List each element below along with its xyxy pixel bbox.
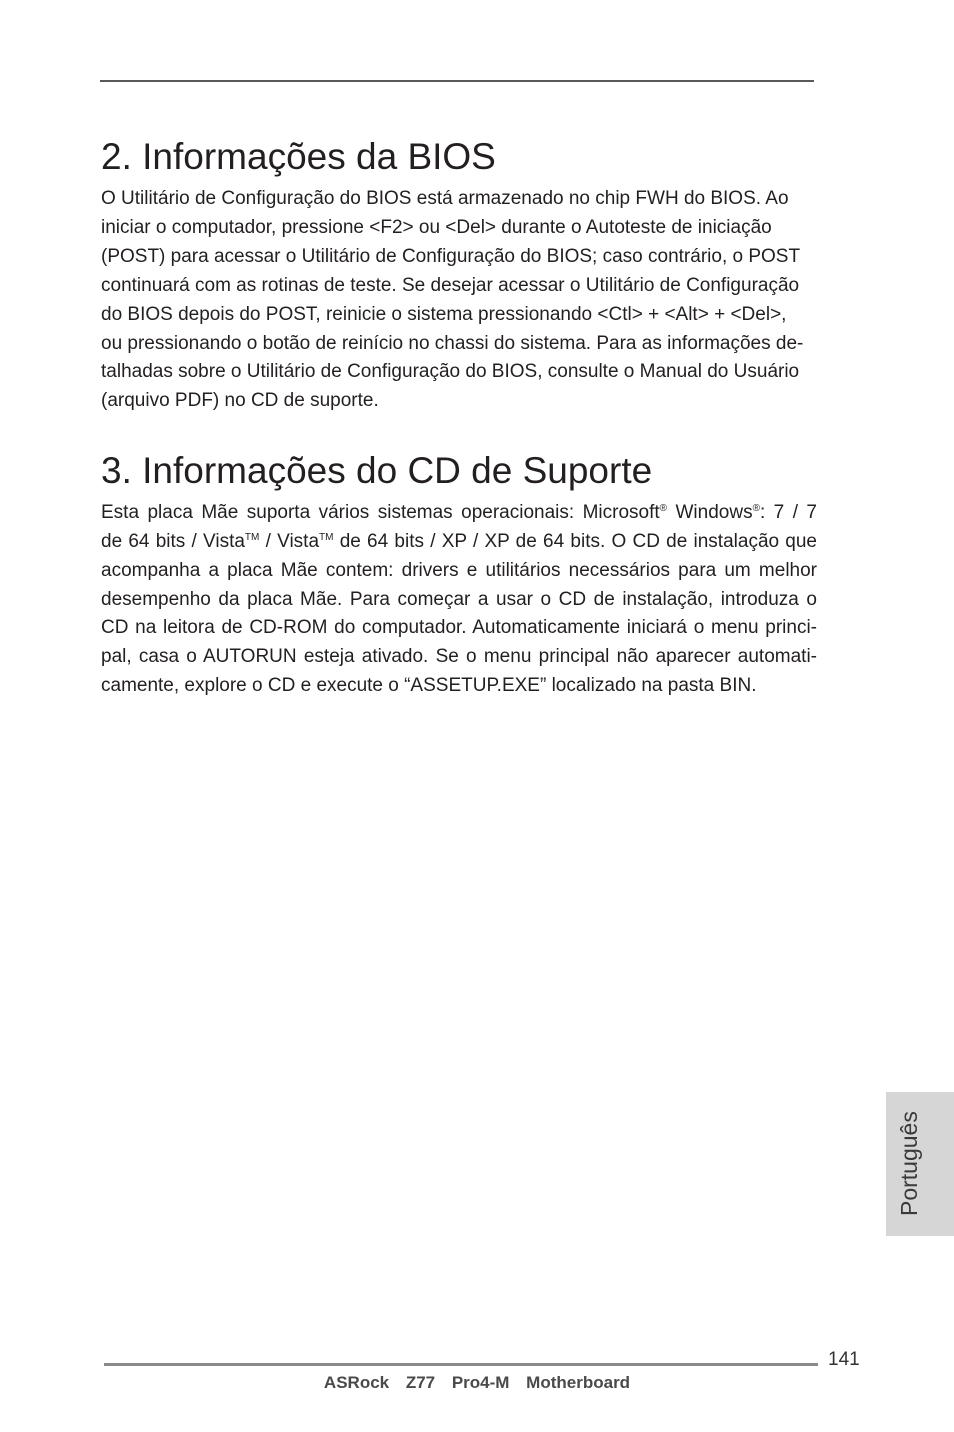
support-cd-paragraph-line: [101, 499, 817, 528]
paragraph-text: de 64 bits / Vista: [101, 530, 245, 552]
page-number: 141: [828, 1349, 860, 1370]
section-heading-bios: 2. Informações da BIOS: [101, 136, 496, 177]
paragraph-text: Windows: [667, 502, 753, 523]
support-cd-paragraph-line: camente, explore o CD e execute o “ASSETUP.EXE” localizado na pasta BIN.: [101, 675, 757, 697]
bios-paragraph-line: (POST) para acessar o Utilitário de Configuração do BIOS; caso contrário, o POST: [101, 245, 801, 267]
bios-paragraph-line: iniciar o computador, pressione <F2> ou <Del> durante o Autoteste de iniciação: [101, 216, 772, 238]
bios-paragraph-line: (arquivo PDF) no CD de suporte.: [101, 390, 379, 412]
trademark-mark: TM: [319, 531, 334, 543]
support-cd-paragraph-line: [101, 528, 817, 557]
bios-paragraph-line: continuará com as rotinas de teste. Se desejar acessar o Utilitário de Configuração: [101, 274, 800, 296]
bios-paragraph-line: O Utilitário de Configuração do BIOS está armazenado no chip FWH do BIOS. Ao: [101, 188, 789, 209]
support-cd-paragraph-line: acompanha a placa Mãe contem: drivers e utilitários necessários para um melhor: [101, 559, 817, 581]
paragraph-text: de 64 bits / XP / XP de 64 bits. O CD de instalação que: [333, 530, 818, 552]
support-cd-paragraph-line: desempenho da placa Mãe. Para começar a usar o CD de instalação, introduza o: [101, 588, 817, 610]
trademark-mark: TM: [244, 531, 260, 543]
top-rule: [100, 80, 814, 82]
bios-paragraph-line: ou pressionando o botão de reinício no chassi do sistema. Para as informações de-: [101, 332, 804, 354]
footer-product-name: ASRock Z77 Pro4-M Motherboard: [323, 1373, 631, 1392]
support-cd-paragraph-line: CD na leitora de CD-ROM do computador. Automaticamente iniciará o menu princi-: [101, 617, 817, 639]
support-cd-paragraph: [101, 499, 817, 701]
registered-mark: ®: [752, 503, 760, 514]
paragraph-text: / Vista: [259, 530, 320, 552]
paragraph-text: Esta placa Mãe suporta vários sistemas operacionais: Microsoft: [101, 502, 660, 523]
bios-paragraph: [101, 185, 817, 416]
footer-rule: [104, 1363, 818, 1366]
language-tab: [886, 1092, 954, 1236]
language-tab-label: Português: [896, 1111, 922, 1217]
section-heading-support-cd: 3. Informações do CD de Suporte: [101, 450, 653, 491]
bios-paragraph-line: talhadas sobre o Utilitário de Configuração do BIOS, consulte o Manual do Usuário: [101, 361, 800, 383]
registered-mark: ®: [659, 503, 668, 514]
paragraph-text: : 7 / 7: [759, 502, 818, 523]
bios-paragraph-line: do BIOS depois do POST, reinicie o sistema pressionando <Ctl> + <Alt> + <Del>,: [101, 303, 787, 325]
support-cd-paragraph-line: pal, casa o AUTORUN esteja ativado. Se o menu principal não aparecer automati-: [101, 646, 817, 668]
